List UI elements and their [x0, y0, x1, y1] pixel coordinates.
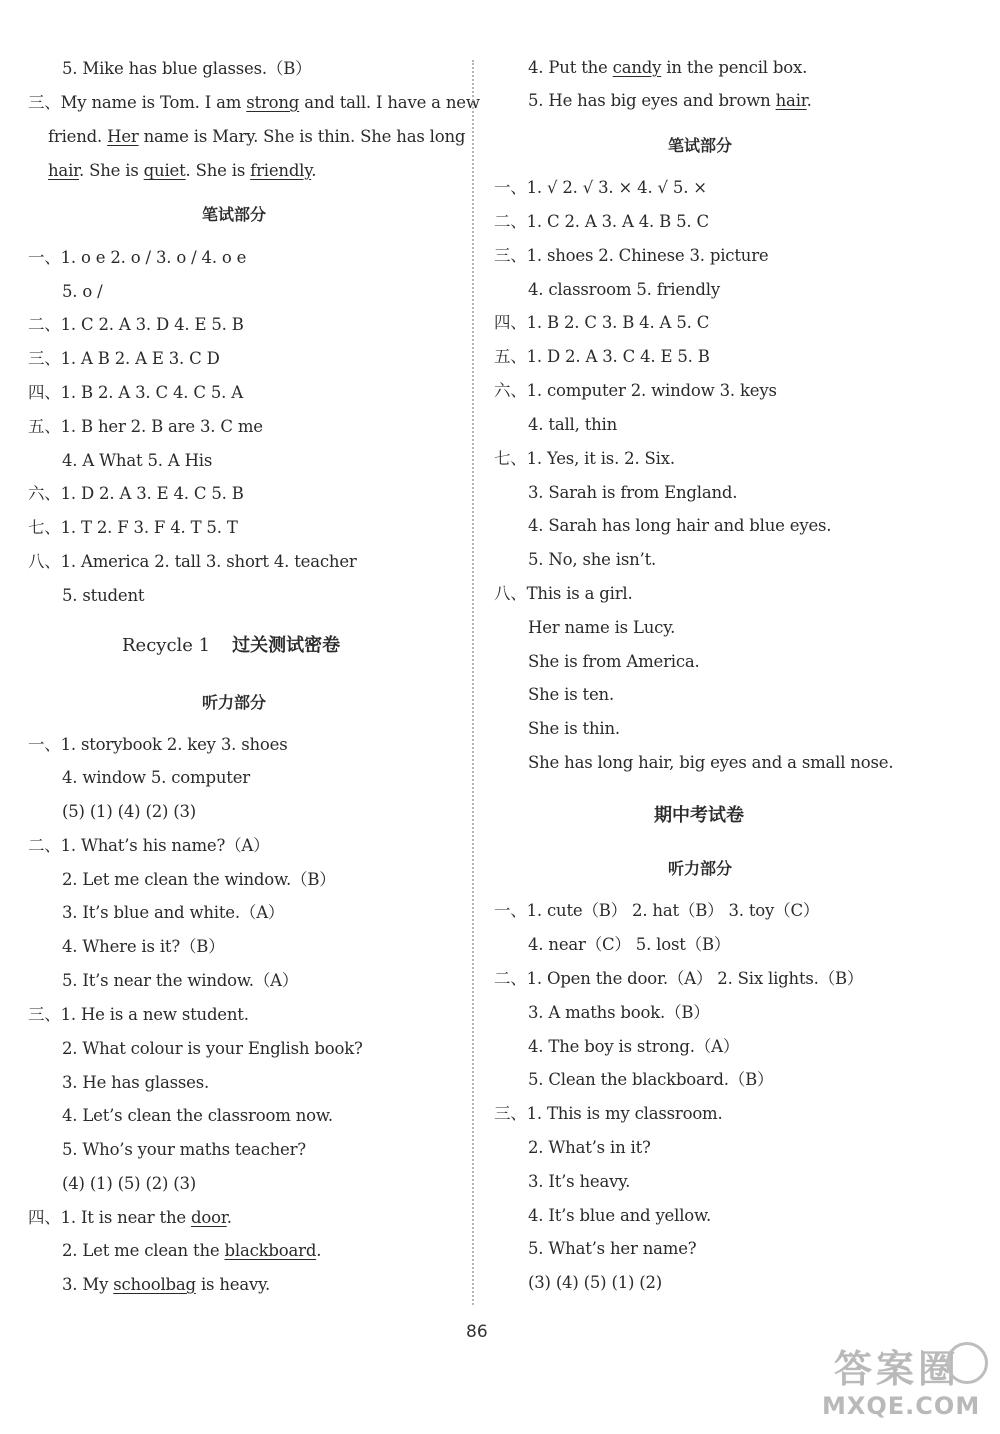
answer-line: 5. Who’s your maths teacher? — [62, 1140, 306, 1159]
answer-line: 5. No, she isn’t. — [528, 550, 657, 569]
answer-line: 4. The boy is strong.（A） — [528, 1037, 740, 1056]
watermark-badge-icon — [946, 1342, 988, 1384]
page-number: 86 — [466, 1322, 488, 1342]
section-heading-written: 笔试部分 — [202, 205, 267, 224]
answer-line: (4) (1) (5) (2) (3) — [62, 1174, 197, 1193]
answer-line: Her name is Lucy. — [528, 618, 676, 637]
answer-line: 5. Mike has blue glasses.（B） — [62, 59, 312, 78]
answer-line: 二、1. What’s his name?（A） — [28, 836, 270, 855]
answer-line: 3. A maths book.（B） — [528, 1003, 710, 1022]
answer-line: 2. What’s in it? — [528, 1138, 651, 1157]
answer-line: 五、1. D 2. A 3. C 4. E 5. B — [494, 347, 710, 366]
answer-line: 三、1. This is my classroom. — [494, 1104, 723, 1123]
section-heading-listening: 听力部分 — [668, 859, 733, 878]
answer-line: (5) (1) (4) (2) (3) — [62, 802, 197, 821]
answer-line: 3. It’s heavy. — [528, 1172, 631, 1191]
answer-line: 4. near（C） 5. lost（B） — [528, 935, 731, 954]
answer-line: She is thin. — [528, 719, 620, 738]
answer-line: 三、1. shoes 2. Chinese 3. picture — [494, 246, 769, 265]
answer-line: 5. What’s her name? — [528, 1239, 697, 1258]
answer-line: 5. o / — [62, 282, 103, 301]
answer-line: 七、1. T 2. F 3. F 4. T 5. T — [28, 518, 238, 537]
answer-line: hair. She is quiet. She is friendly. — [48, 161, 317, 180]
column-divider — [472, 60, 474, 1305]
answer-line: 二、1. Open the door.（A） 2. Six lights.（B） — [494, 969, 864, 988]
section-heading-listening: 听力部分 — [202, 693, 267, 712]
answer-line: 3. Sarah is from England. — [528, 483, 738, 502]
answer-line: 4. It’s blue and yellow. — [528, 1206, 712, 1225]
answer-line: 4. Sarah has long hair and blue eyes. — [528, 516, 832, 535]
watermark-logo — [822, 1338, 992, 1428]
answer-line: 4. Put the candy in the pencil box. — [528, 58, 808, 77]
answer-line: 七、1. Yes, it is. 2. Six. — [494, 449, 675, 468]
answer-line: 4. tall, thin — [528, 415, 618, 434]
answer-line: friend. Her name is Mary. She is thin. She has long — [48, 127, 466, 146]
section-title-recycle1: Recycle 1 过关测试密卷 — [122, 635, 341, 656]
watermark-url: MXQE.COM — [822, 1392, 981, 1420]
answer-line: 二、1. C 2. A 3. D 4. E 5. B — [28, 315, 244, 334]
answer-line: 5. student — [62, 586, 145, 605]
answer-line: 八、1. America 2. tall 3. short 4. teacher — [28, 552, 357, 571]
answer-line: 4. A What 5. A His — [62, 451, 213, 470]
answer-line: 一、1. o e 2. o / 3. o / 4. o e — [28, 248, 247, 267]
answer-line: 5. Clean the blackboard.（B） — [528, 1070, 774, 1089]
answer-line: 一、1. cute（B） 2. hat（B） 3. toy（C） — [494, 901, 820, 920]
answer-line: 5. He has big eyes and brown hair. — [528, 91, 812, 110]
answer-line: 二、1. C 2. A 3. A 4. B 5. C — [494, 212, 709, 231]
answer-line: 六、1. computer 2. window 3. keys — [494, 381, 777, 400]
answer-line: 2. What colour is your English book? — [62, 1039, 363, 1058]
answer-line: (3) (4) (5) (1) (2) — [528, 1273, 663, 1292]
watermark-logo-text: 答案圈 — [834, 1347, 961, 1391]
answer-line: 四、1. B 2. C 3. B 4. A 5. C — [494, 313, 710, 332]
answer-line: 4. Where is it?（B） — [62, 937, 225, 956]
answer-line: 三、1. A B 2. A E 3. C D — [28, 349, 220, 368]
answer-line: 4. classroom 5. friendly — [528, 280, 720, 299]
answer-line: 八、This is a girl. — [494, 584, 633, 603]
answer-line: 三、1. He is a new student. — [28, 1005, 249, 1024]
answer-line: 四、1. It is near the door. — [28, 1208, 232, 1227]
answer-line: 3. He has glasses. — [62, 1073, 210, 1092]
answer-line: 5. It’s near the window.（A） — [62, 971, 299, 990]
answer-line: 3. It’s blue and white.（A） — [62, 903, 285, 922]
answer-line: 五、1. B her 2. B are 3. C me — [28, 417, 263, 436]
answer-line: 六、1. D 2. A 3. E 4. C 5. B — [28, 484, 244, 503]
section-title-midterm: 期中考试卷 — [654, 805, 744, 826]
answer-line: 4. window 5. computer — [62, 768, 250, 787]
answer-line: 四、1. B 2. A 3. C 4. C 5. A — [28, 383, 243, 402]
answer-line: She is from America. — [528, 652, 700, 671]
answer-line: 三、My name is Tom. I am strong and tall. I have a new — [28, 93, 480, 112]
answer-line: 2. Let me clean the window.（B） — [62, 870, 336, 889]
answer-line: 2. Let me clean the blackboard. — [62, 1241, 322, 1260]
answer-line: She is ten. — [528, 685, 614, 704]
answer-line: 一、1. storybook 2. key 3. shoes — [28, 735, 288, 754]
answer-line: 3. My schoolbag is heavy. — [62, 1275, 271, 1294]
answer-line: She has long hair, big eyes and a small nose. — [528, 753, 894, 772]
answer-line: 4. Let’s clean the classroom now. — [62, 1106, 333, 1125]
section-heading-written: 笔试部分 — [668, 136, 733, 155]
answer-line: 一、1. √ 2. √ 3. × 4. √ 5. × — [494, 178, 707, 197]
